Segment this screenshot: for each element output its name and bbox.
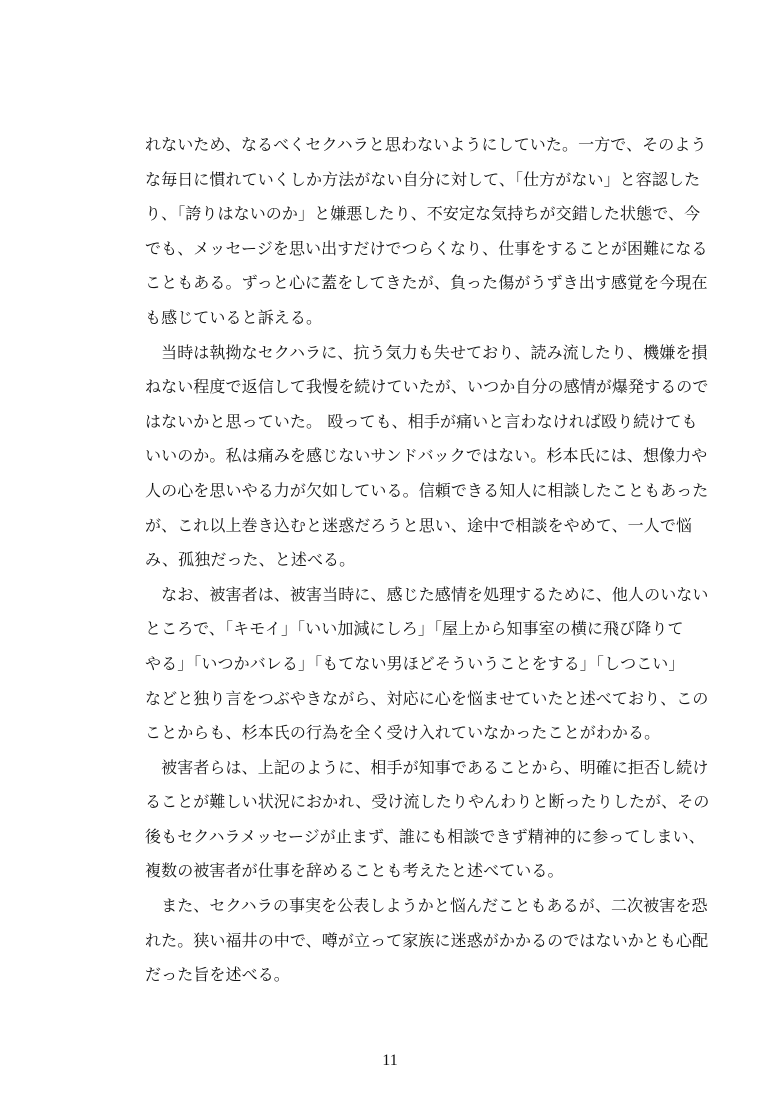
text-line: 人の心を思いやる力が欠如している。信頼できる知人に相談したこともあった — [145, 480, 709, 500]
text-line: ことからも、杉本氏の行為を全く受け入れていなかったことがわかる。 — [145, 723, 661, 743]
text-line: やる」「いつかバレる」「もてない男ほどそういうことをする」「しつこい」 — [145, 653, 685, 673]
text-line: だった旨を述べる。 — [145, 965, 290, 985]
text-line: ることが難しい状況におかれ、受け流したりやんわりと断ったりしたが、その — [145, 792, 710, 812]
text-line: こともある。ずっと心に蓋をしてきたが、負った傷がうずき出す感覚を今現在 — [145, 273, 708, 293]
text-line: な毎日に慣れていくしか方法がない自分に対して、「仕方がない」と容認した — [145, 169, 701, 189]
text-line: 後もセクハラメッセージが止まず、誰にも相談できず精神的に参ってしまい、 — [145, 826, 705, 846]
text-line: などと独り言をつぶやきながら、対応に心を悩ませていたと述べており、この — [145, 688, 709, 708]
text-line: も感じていると訴える。 — [145, 307, 323, 327]
text-line: はないかと思っていた。 殴っても、相手が痛いと言わなければ殴り続けても — [145, 411, 698, 431]
text-line: み、孤独だった、と述べる。 — [145, 550, 356, 570]
text-line: れないため、なるべくセクハラと思わないようにしていた。一方で、そのよう — [145, 135, 707, 154]
text-line: なお、被害者は、被害当時に、感じた感情を処理するために、他人のいない — [145, 584, 709, 604]
page-number: 11 — [382, 1052, 398, 1069]
text-line: ねない程度で返信して我慢を続けていたが、いつか自分の感情が爆発するので — [145, 377, 709, 397]
text-line: また、セクハラの事実を公表しようかと悩んだこともあるが、二次被害を恐 — [145, 896, 708, 916]
text-line: いいのか。私は痛みを感じないサンドバックではない。杉本氏には、想像力や — [145, 446, 708, 466]
text-line: 当時は執拗なセクハラに、抗う気力も失せており、読み流したり、機嫌を損 — [145, 342, 708, 362]
text-line: り、「誇りはないのか」と嫌悪したり、不安定な気持ちが交錯した状態で、今 — [145, 204, 701, 224]
text-line: でも、メッセージを思い出すだけでつらくなり、仕事をすることが困難になる — [145, 238, 708, 258]
body-text — [145, 128, 715, 993]
text-line: れた。狭い福井の中で、噂が立って家族に迷惑がかかるのではないかとも心配 — [145, 930, 709, 950]
text-line: が、これ以上巻き込むと迷惑だろうと思い、途中で相談をやめて、一人で悩 — [145, 515, 693, 535]
text-line: 被害者らは、上記のように、相手が知事であることから、明確に拒否し続け — [145, 757, 709, 777]
text-line: 複数の被害者が仕事を辞めることも考えたと述べている。 — [145, 861, 564, 881]
text-line: ところで、「キモイ」「いい加減にしろ」「屋上から知事室の横に飛び降りて — [145, 619, 684, 639]
